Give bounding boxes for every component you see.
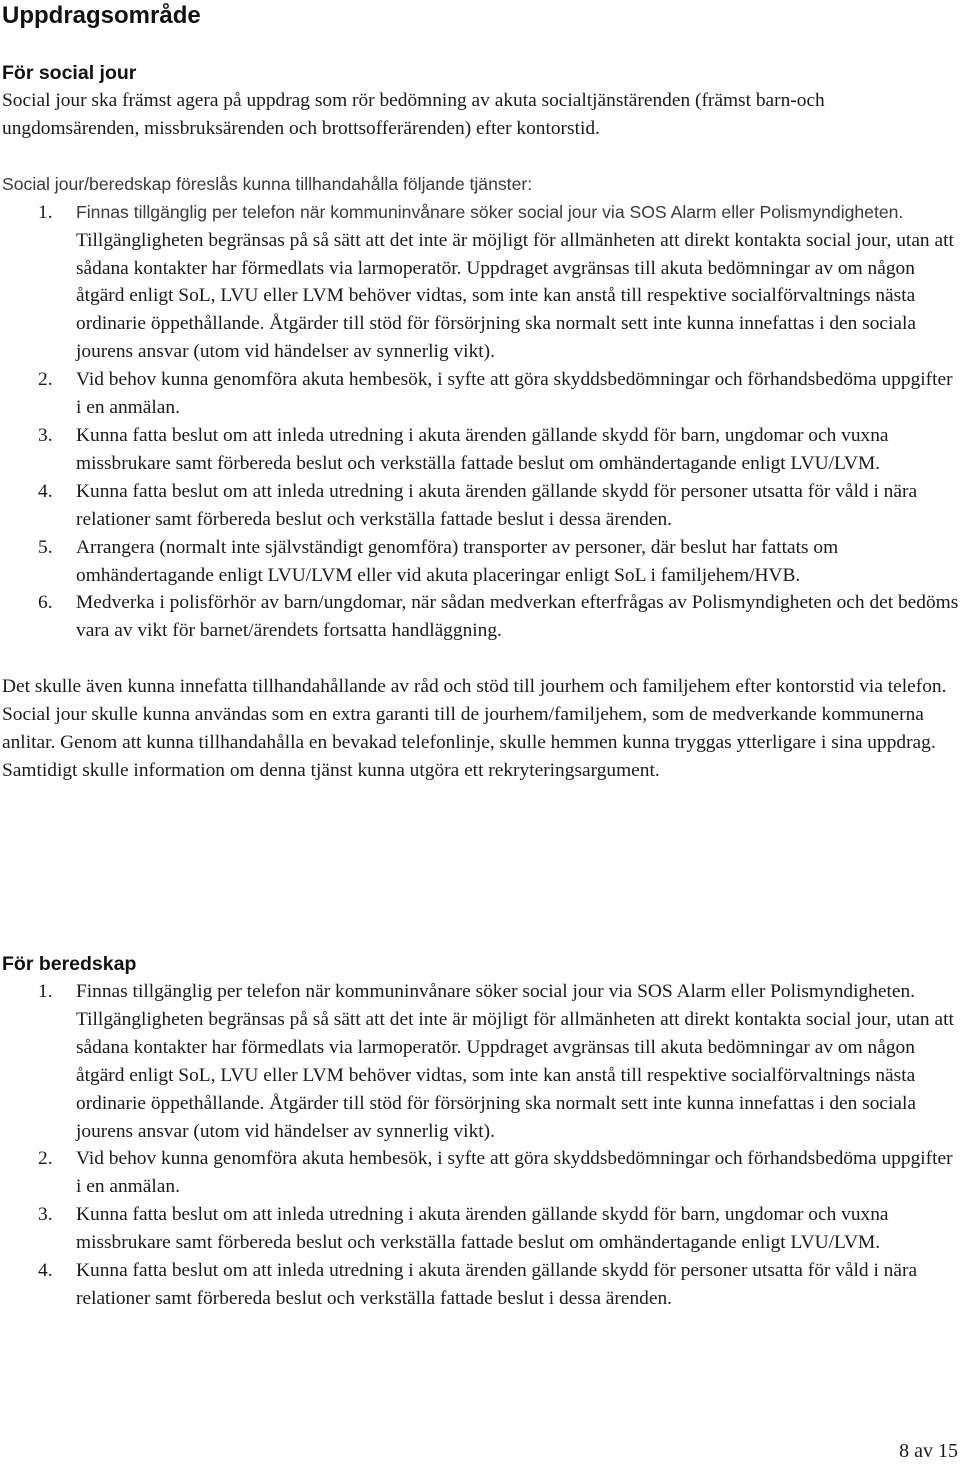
list-number: 2.: [38, 1148, 53, 1170]
list-item: [2, 1257, 960, 1313]
list-item-text: Tillgängligheten begränsas på så sätt att det inte är möjligt för allmänheten att direkt kontakta social jour, utan att sådana kontakter har förmedlats via larmoperatör. Uppdraget avgränsas till akuta bedömningar av om någon åtgärd enligt SoL, LVU eller LVM behöver vidtas, som inte kan anstå till respektive socialförvaltnings nästa ordinarie öppethållande. Åtgärder till stöd för försörjning ska normalt sett inte kunna innefattas i den sociala jourens ansvar (utom vid händelser av synnerlig vikt).: [76, 229, 954, 363]
list-item: [2, 1201, 960, 1257]
list-item: [2, 534, 960, 590]
list-number: 1.: [38, 201, 53, 223]
list-item-text: Kunna fatta beslut om att inleda utredning i akuta ärenden gällande skydd för barn, ungdomar och vuxna missbrukare samt förbereda beslut och verkställa fattade beslut om omhändertagande enligt LVU/LVM.: [76, 424, 889, 474]
page-number: 8 av 15: [899, 1440, 958, 1462]
list-item: [2, 199, 960, 366]
list-number: 6.: [38, 592, 53, 614]
list-item-lead: Finnas tillgänglig per telefon när kommuninvånare söker social jour via SOS Alarm eller Polismyndigheten.: [76, 201, 904, 222]
list-item-text: Kunna fatta beslut om att inleda utredning i akuta ärenden gällande skydd för barn, ungdomar och vuxna missbrukare samt förbereda beslut och verkställa fattade beslut om omhändertagande enligt LVU/LVM.: [76, 1204, 889, 1254]
list-item-text: Vid behov kunna genomföra akuta hembesök, i syfte att göra skyddsbedömningar och förhandsbedöma uppgifter i en anmälan.: [76, 369, 953, 419]
list-number: 3.: [38, 424, 53, 446]
beredskap-list: [2, 978, 960, 1313]
list-item: [2, 1145, 960, 1201]
list-item: [2, 978, 960, 1145]
list-item-text: Kunna fatta beslut om att inleda utredning i akuta ärenden gällande skydd för personer utsatta för våld i nära relationer samt förbereda beslut och verkställa fattade beslut i dessa ärenden.: [76, 480, 918, 530]
list-item-text: Finnas tillgänglig per telefon när kommuninvånare söker social jour via SOS Alarm eller Polismyndigheten. Tillgängligheten begränsas på så sätt att det inte är möjligt för allmänheten att direkt kontakta social jour, utan att sådana kontakter har förmedlats via larmoperatör. Uppdraget avgränsas till akuta bedömningar av om någon åtgärd enligt SoL, LVU eller LVM behöver vidtas, som inte kan anstå till respektive socialförvaltnings nästa ordinarie öppethållande. Åtgärder till stöd för försörjning ska normalt sett inte kunna innefattas i den sociala jourens ansvar (utom vid händelser av synnerlig vikt).: [76, 981, 954, 1142]
section-social-jour: [2, 59, 960, 785]
list-number: 3.: [38, 1204, 53, 1226]
list-item-text: Vid behov kunna genomföra akuta hembesök, i syfte att göra skyddsbedömningar och förhandsbedöma uppgifter i en anmälan.: [76, 1148, 953, 1198]
list-number: 4.: [38, 480, 53, 502]
list-item: [2, 366, 960, 422]
list-item-text: Kunna fatta beslut om att inleda utredning i akuta ärenden gällande skydd för personer utsatta för våld i nära relationer samt förbereda beslut och verkställa fattade beslut i dessa ärenden.: [76, 1260, 918, 1309]
page-title: Uppdragsområde: [2, 2, 201, 29]
list-item-text: Arrangera (normalt inte självständigt genomföra) transporter av personer, där beslut har fattats om omhändertagande enligt LVU/LVM eller vid akuta placeringar enligt SoL i familjehem/HVB.: [76, 536, 839, 586]
closing-paragraph: Det skulle även kunna innefatta tillhandahållande av råd och stöd till jourhem och familjehem efter kontorstid via telefon. Social jour skulle kunna användas som en extra garanti till de jourhem/familjehem, som de medverkande kommunerna anlitar. Genom att kunna tillhandahålla en bevakad telefonlinje, skulle hemmen kunna tryggas ytterligare i sina uppdrag. Samtidigt skulle information om denna tjänst kunna utgöra ett rekryteringsargument.: [2, 676, 947, 781]
list-number: 5.: [38, 536, 53, 558]
section-heading-social-jour: För social jour: [2, 62, 137, 84]
list-item-text: Medverka i polisförhör av barn/ungdomar, när sådan medverkan efterfrågas av Polismyndigheten och det bedöms vara av vikt för barnet/ärendets fortsatta handläggning.: [76, 592, 959, 642]
services-lead: Social jour/beredskap föreslås kunna tillhandahålla följande tjänster:: [2, 173, 533, 194]
list-number: 1.: [38, 981, 53, 1002]
intro-paragraph: Social jour ska främst agera på uppdrag som rör bedömning av akuta socialtjänstärenden (främst barn-och ungdomsärenden, missbruksärenden och brottsofferärenden) efter kontorstid.: [2, 90, 825, 139]
list-item: [2, 422, 960, 478]
list-item: [2, 478, 960, 534]
list-item: [2, 589, 960, 645]
services-list: [2, 199, 960, 646]
section-heading-beredskap: För beredskap: [2, 953, 137, 975]
section-beredskap: [2, 950, 960, 1313]
list-number: 2.: [38, 369, 53, 391]
list-number: 4.: [38, 1260, 53, 1282]
